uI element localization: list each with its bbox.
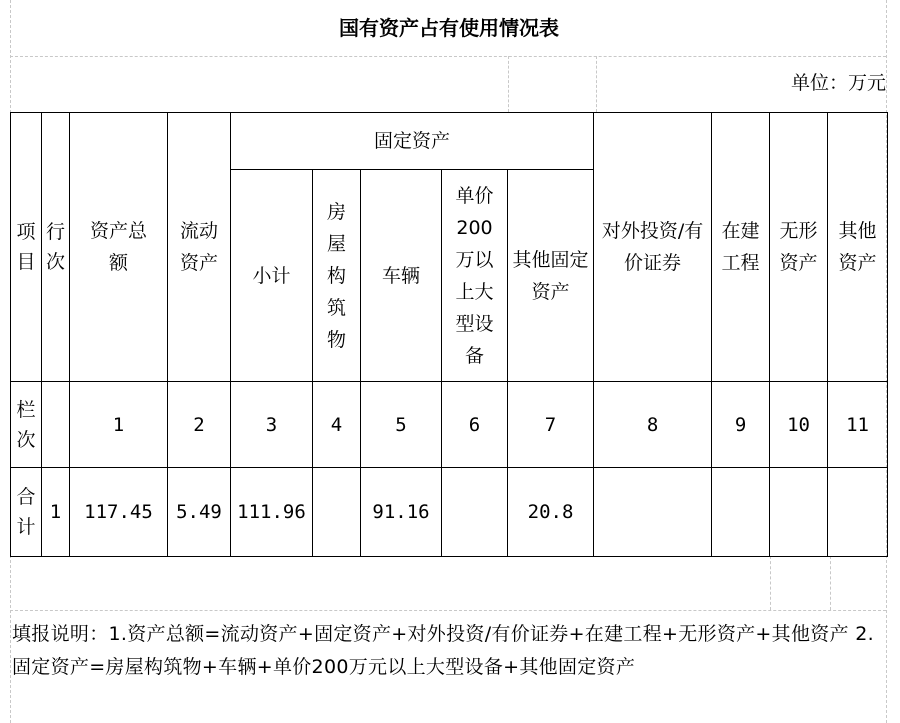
column-index-cell: 6 — [442, 382, 508, 468]
column-index-label: 栏次 — [11, 382, 42, 468]
fixed-subtotal-value: 111.96 — [231, 468, 313, 557]
column-index-cell: 3 — [231, 382, 313, 468]
column-index-cell: 8 — [594, 382, 712, 468]
construction-value — [712, 468, 770, 557]
gridline — [770, 556, 771, 610]
header-construction: 在建工程 — [712, 113, 770, 382]
large-equipment-value — [442, 468, 508, 557]
header-other-assets: 其他资产 — [828, 113, 888, 382]
asset-table — [10, 112, 888, 557]
header-subtotal: 小计 — [231, 170, 313, 382]
header-large-equipment: 单价200万以上大型设备 — [442, 170, 508, 382]
column-index-cell: 1 — [70, 382, 168, 468]
header-investments: 对外投资/有价证券 — [594, 113, 712, 382]
investments-value — [594, 468, 712, 557]
header-buildings: 房屋构筑物 — [313, 170, 361, 382]
gridline — [596, 56, 597, 112]
column-index-cell: 11 — [828, 382, 888, 468]
gridline — [10, 610, 886, 611]
header-vehicles: 车辆 — [361, 170, 442, 382]
column-index-cell: 2 — [168, 382, 231, 468]
header-row-no: 行次 — [42, 113, 70, 382]
header-fixed-assets: 固定资产 — [231, 113, 594, 170]
total-assets-value: 117.45 — [70, 468, 168, 557]
column-index-blank — [42, 382, 70, 468]
vehicles-value: 91.16 — [361, 468, 442, 557]
other-assets-value — [828, 468, 888, 557]
column-index-cell: 9 — [712, 382, 770, 468]
current-assets-value: 5.49 — [168, 468, 231, 557]
column-index-cell: 7 — [508, 382, 594, 468]
buildings-value — [313, 468, 361, 557]
gridline — [830, 556, 831, 610]
header-item: 项目 — [11, 113, 42, 382]
total-row-label: 合计 — [11, 468, 42, 557]
unit-label: 单位：万元 — [790, 72, 886, 94]
header-total-assets: 资产总额 — [70, 113, 168, 382]
gridline — [508, 56, 509, 112]
gridline — [10, 56, 886, 57]
footnote: 填报说明：1.资产总额=流动资产+固定资产+对外投资/有价证券+在建工程+无形资产+其他资产 2.固定资产=房屋构筑物+车辆+单价200万元以上大型设备+其他固定资产 — [12, 623, 874, 678]
column-index-cell: 4 — [313, 382, 361, 468]
other-fixed-value: 20.8 — [508, 468, 594, 557]
column-index-cell: 5 — [361, 382, 442, 468]
report-title: 国有资产占有使用情况表 — [339, 16, 559, 40]
header-intangible: 无形资产 — [770, 113, 828, 382]
total-row-no: 1 — [42, 468, 70, 557]
header-current-assets: 流动资产 — [168, 113, 231, 382]
column-index-cell: 10 — [770, 382, 828, 468]
intangible-value — [770, 468, 828, 557]
header-other-fixed: 其他固定资产 — [508, 170, 594, 382]
